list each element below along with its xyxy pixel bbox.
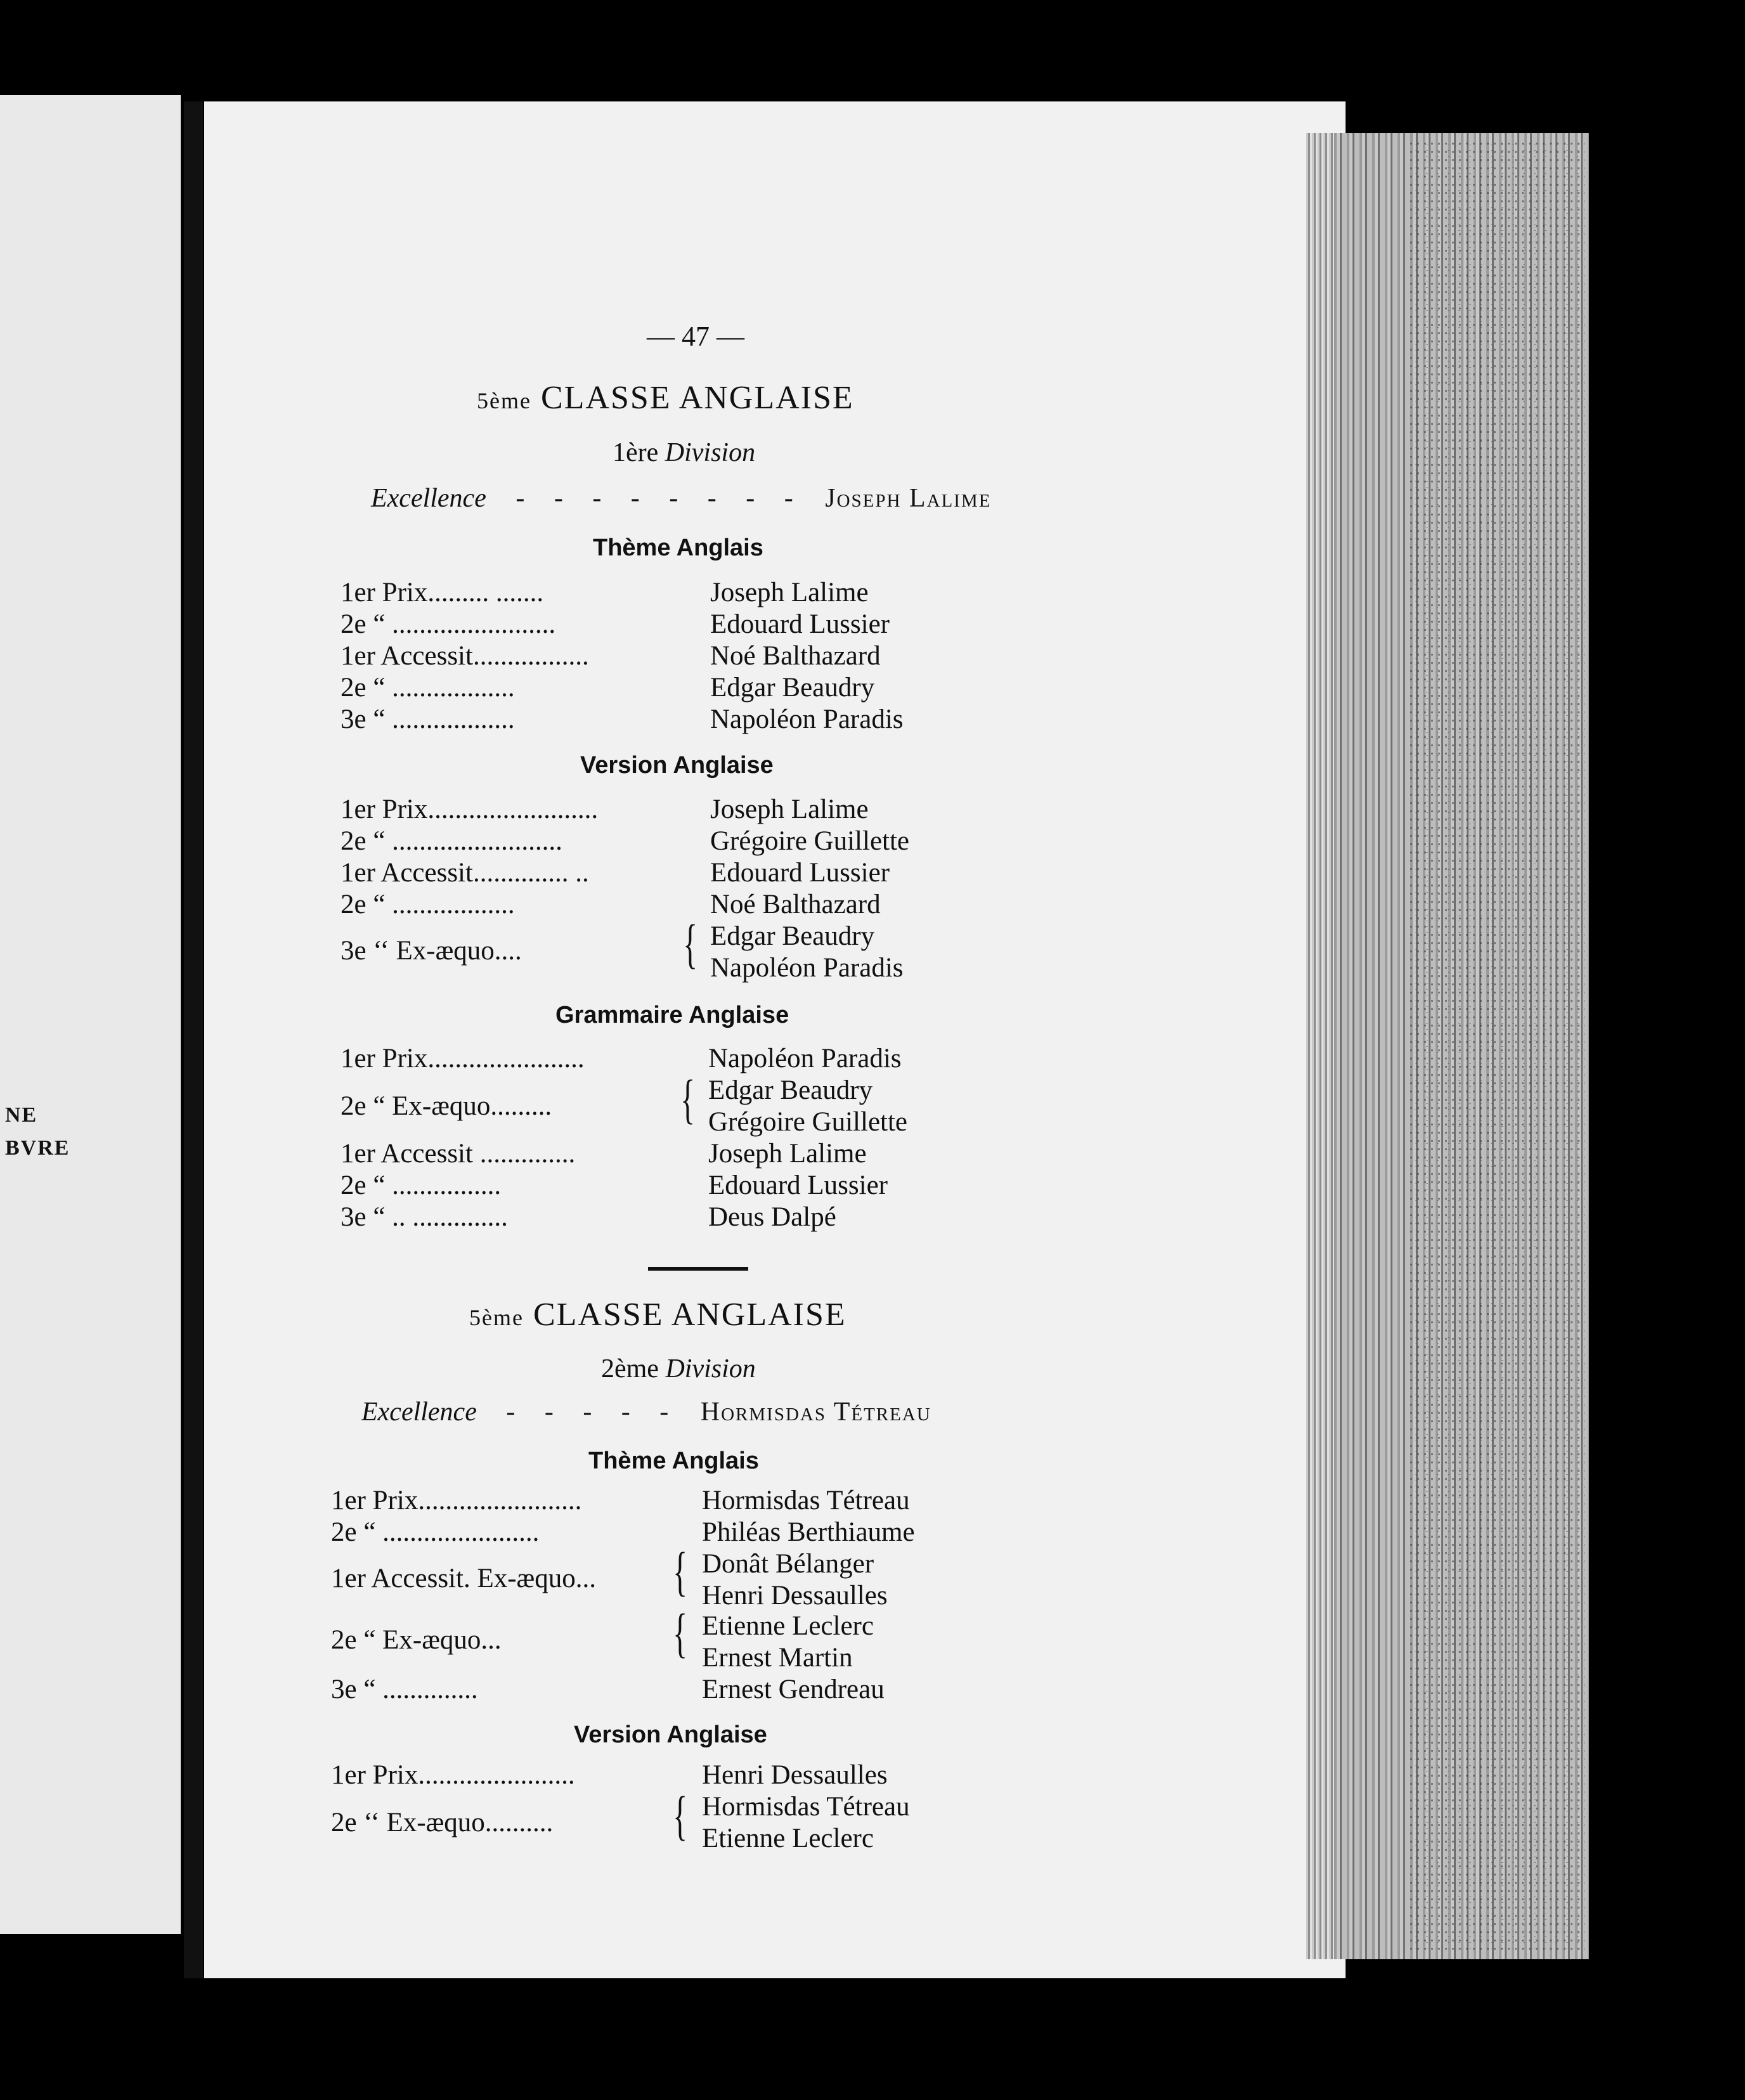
prize-winner: Grégoire Guillette bbox=[710, 826, 910, 856]
division-label bbox=[613, 438, 755, 468]
prize-winner: Donât Bélanger bbox=[702, 1549, 874, 1579]
subsection-heading: Thème Anglais bbox=[588, 1448, 759, 1474]
page-number: — 47 — bbox=[647, 321, 744, 352]
section-title bbox=[469, 1296, 847, 1333]
prize-winner: Edgar Beaudry bbox=[710, 921, 875, 951]
prize-winner: Napoléon Paradis bbox=[708, 1044, 902, 1073]
prize-winner: Henri Dessaulles bbox=[702, 1760, 888, 1790]
prize-label: 3e “ .............. bbox=[331, 1675, 478, 1704]
left-page-fragment: BVRE bbox=[5, 1136, 70, 1160]
excellence-label: Excellence bbox=[361, 1397, 477, 1427]
prize-winner: Noé Balthazard bbox=[710, 641, 881, 671]
prize-label: 2e “ .................. bbox=[341, 673, 515, 703]
prize-winner: Edouard Lussier bbox=[710, 858, 890, 888]
prize-winner: Joseph Lalime bbox=[710, 794, 869, 824]
subsection-heading: Version Anglaise bbox=[574, 1721, 767, 1748]
prize-winner: Henri Dessaulles bbox=[702, 1581, 888, 1611]
prize-winner: Edouard Lussier bbox=[708, 1170, 888, 1200]
prize-label: 1er Accessit.............. .. bbox=[341, 858, 589, 888]
tie-label: 2e ‘‘ Ex-æquo.......... bbox=[331, 1808, 554, 1838]
section-title bbox=[477, 379, 854, 417]
left-page bbox=[0, 95, 181, 1934]
prize-winner: Ernest Gendreau bbox=[702, 1675, 885, 1704]
prize-winner: Deus Dalpé bbox=[708, 1202, 836, 1232]
section-title-text: CLASSE ANGLAISE bbox=[540, 380, 854, 416]
prize-winner: Joseph Lalime bbox=[710, 578, 869, 607]
subsection-heading: Grammaire Anglaise bbox=[555, 1002, 789, 1028]
prize-label: 1er Accessit .............. bbox=[341, 1139, 576, 1169]
prize-winner: Edouard Lussier bbox=[710, 609, 890, 639]
book-gutter bbox=[184, 101, 203, 1978]
prize-label: 2e “ .................. bbox=[341, 890, 515, 919]
prize-winner: Hormisdas Tétreau bbox=[702, 1792, 910, 1822]
prize-winner: Joseph Lalime bbox=[708, 1139, 867, 1169]
prize-label: 3e “ .. .............. bbox=[341, 1202, 508, 1232]
subsection-heading: Version Anglaise bbox=[580, 752, 774, 779]
prize-winner: Etienne Leclerc bbox=[702, 1824, 874, 1853]
prize-winner: Etienne Leclerc bbox=[702, 1611, 874, 1641]
section-title-number: 5ème bbox=[469, 1305, 524, 1330]
prize-label: 2e “ ................ bbox=[341, 1170, 502, 1200]
excellence-label: Excellence bbox=[371, 484, 486, 513]
prize-winner: Grégoire Guillette bbox=[708, 1107, 908, 1137]
division-label bbox=[601, 1354, 756, 1384]
tie-label: 1er Accessit. Ex-æquo... bbox=[331, 1564, 596, 1593]
tie-label: 2e “ Ex-æquo... bbox=[331, 1625, 502, 1655]
prize-label: 1er Prix........................ bbox=[331, 1486, 582, 1515]
prize-label: 2e “ ........................ bbox=[341, 609, 556, 639]
page-edge bbox=[1306, 133, 1334, 1959]
excellence-name: Joseph Lalime bbox=[825, 484, 992, 513]
speckled-edge bbox=[1408, 139, 1585, 1953]
prize-winner: Ernest Martin bbox=[702, 1643, 853, 1673]
prize-label: 1er Accessit................. bbox=[341, 641, 589, 671]
prize-winner: Edgar Beaudry bbox=[710, 673, 875, 703]
excellence-line bbox=[371, 483, 991, 514]
prize-winner: Napoléon Paradis bbox=[710, 953, 904, 983]
brace-icon: { bbox=[673, 1541, 687, 1602]
prize-label: 2e “ ....................... bbox=[331, 1517, 540, 1547]
prize-label: 1er Prix....................... bbox=[331, 1760, 575, 1790]
prize-winner: Philéas Berthiaume bbox=[702, 1517, 915, 1547]
division-word: Division bbox=[665, 438, 756, 467]
excellence-dashes: - - - - - - - - bbox=[516, 484, 805, 513]
prize-winner: Hormisdas Tétreau bbox=[702, 1486, 910, 1515]
division-number: 1ère bbox=[613, 438, 659, 467]
left-page-fragment: NE bbox=[5, 1103, 38, 1127]
prize-label: 1er Prix......................... bbox=[341, 794, 599, 824]
excellence-dashes: - - - - - bbox=[506, 1397, 680, 1427]
prize-winner: Noé Balthazard bbox=[710, 890, 881, 919]
section-title-number: 5ème bbox=[477, 388, 531, 413]
brace-icon: { bbox=[680, 1068, 695, 1129]
division-word: Division bbox=[665, 1354, 756, 1384]
prize-label: 3e “ .................. bbox=[341, 704, 515, 734]
division-number: 2ème bbox=[601, 1354, 659, 1384]
prize-label: 1er Prix....................... bbox=[341, 1044, 585, 1073]
excellence-name: Hormisdas Tétreau bbox=[700, 1397, 931, 1427]
tie-label: 2e “ Ex-æquo......... bbox=[341, 1091, 552, 1121]
section-title-text: CLASSE ANGLAISE bbox=[533, 1297, 847, 1333]
prize-label: 1er Prix......... ....... bbox=[341, 578, 544, 607]
brace-icon: { bbox=[673, 1602, 687, 1663]
brace-icon: { bbox=[683, 913, 697, 974]
excellence-line bbox=[361, 1397, 931, 1427]
brace-icon: { bbox=[673, 1785, 687, 1846]
subsection-heading: Thème Anglais bbox=[593, 535, 763, 561]
tie-label: 3e ‘‘ Ex-æquo.... bbox=[341, 936, 522, 966]
section-divider bbox=[648, 1267, 748, 1271]
prize-label: 2e “ ......................... bbox=[341, 826, 562, 856]
prize-winner: Napoléon Paradis bbox=[710, 704, 904, 734]
prize-winner: Edgar Beaudry bbox=[708, 1075, 873, 1105]
